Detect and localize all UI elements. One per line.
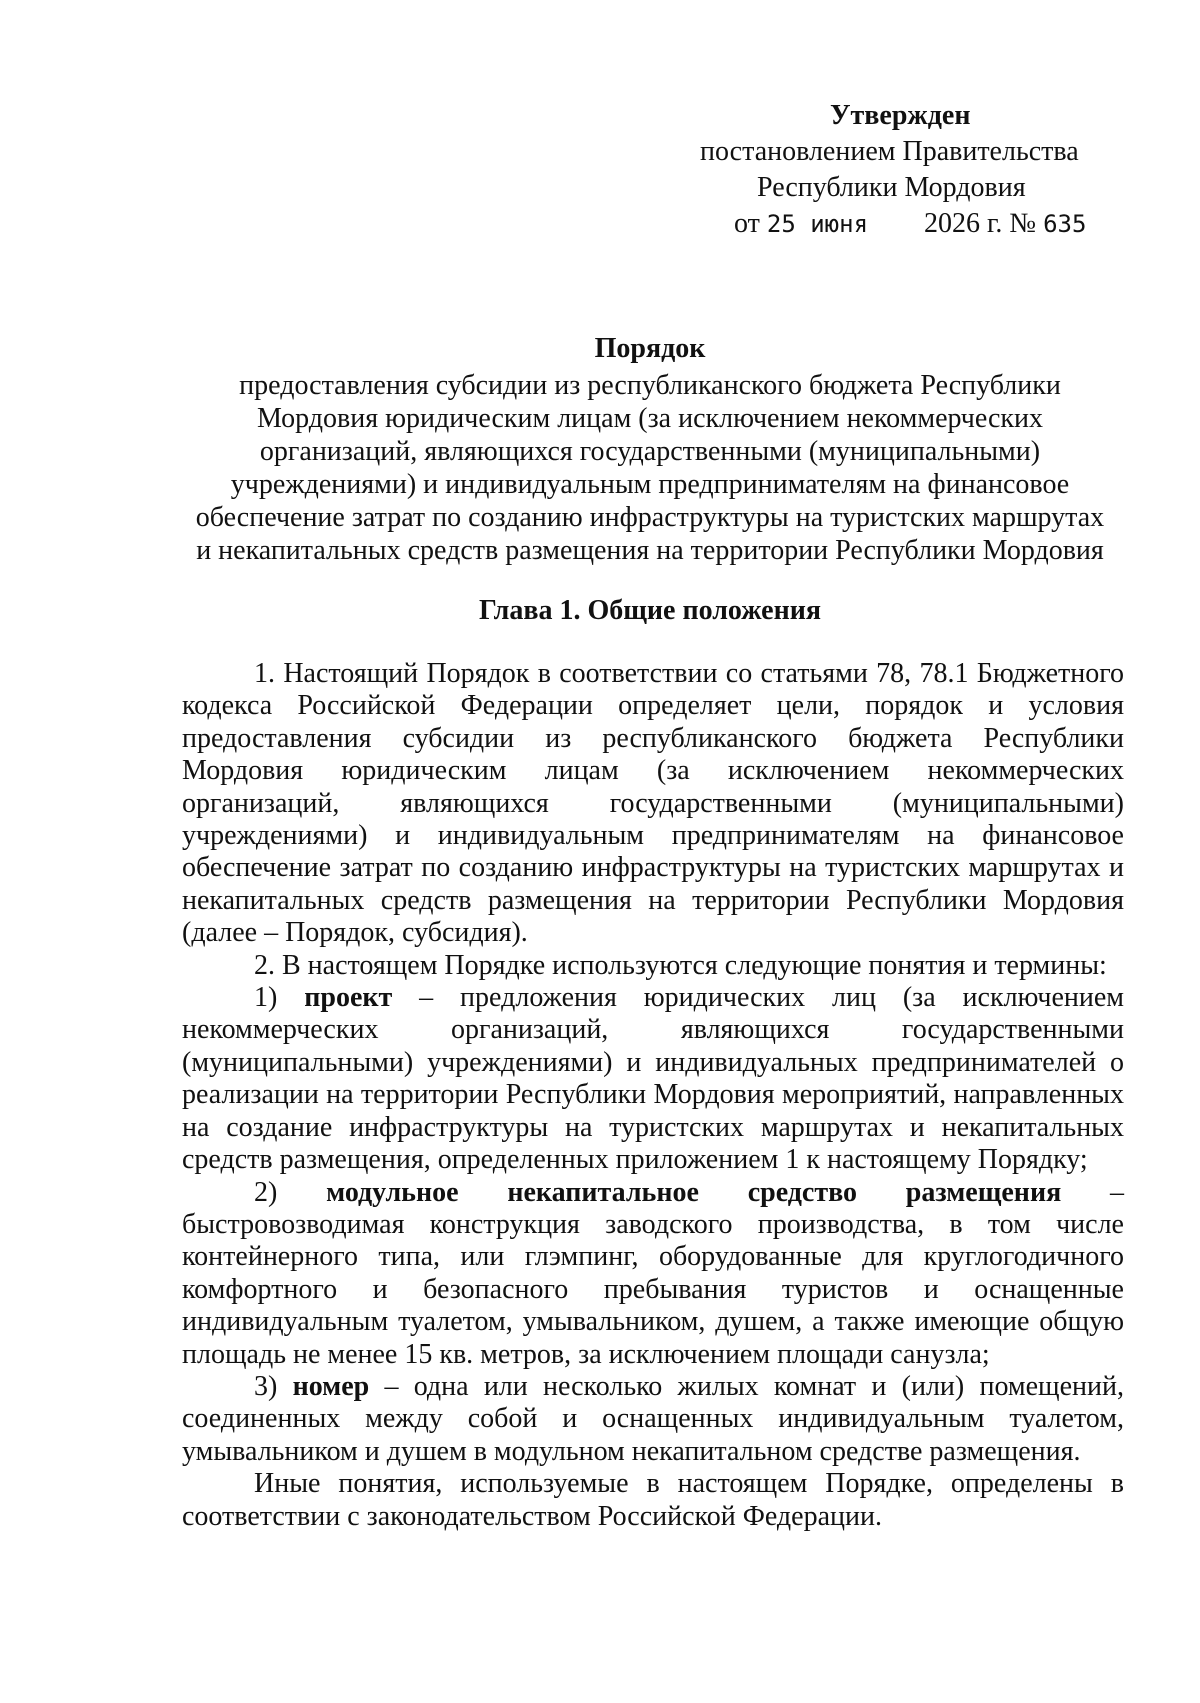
subtitle-line: Мордовия юридическим лицам (за исключением некоммерческих: [256, 403, 1044, 434]
date-year: 2026 г. №: [924, 208, 1037, 239]
approval-date-line: [734, 206, 1140, 242]
subtitle-line: обеспечение затрат по созданию инфраструктуры на туристских маршрутах: [195, 502, 1105, 533]
definition-item-3: [182, 1371, 1124, 1468]
date-day-month: 25 июня: [766, 210, 869, 238]
item-text: – одна или несколько жилых комнат и (или) помещений, соединенных между собой и оснащенных индивидуальным туалетом, умывальником и душем в модульном некапитальном средстве размещения.: [182, 1370, 1125, 1467]
paragraph-other-terms: Иные понятия, используемые в настоящем Порядке, определены в соответствии с законодательством Российской Федерации.: [182, 1468, 1124, 1532]
item-number: 1): [254, 982, 278, 1014]
item-term: модульное некапитальное средство размещения: [326, 1176, 1062, 1208]
chapter-title: Глава 1. Общие положения: [478, 595, 821, 626]
subtitle-line: и некапитальных средств размещения на территории Республики Мордовия: [196, 535, 1104, 566]
definition-item-2: [182, 1177, 1124, 1371]
subtitle-line: организаций, являющихся государственными (муниципальными): [259, 436, 1041, 467]
approval-title: Утвержден: [830, 100, 971, 131]
definition-item-1: [182, 982, 1124, 1176]
approval-stamp-block: [700, 98, 1140, 242]
item-text: – быстровозводимая конструкция заводского производства, в том числе контейнерного типа, или глэмпинг, оборудованные для круглогодичного комфортного и безопасного пребывания туристов и оснащенные индивидуальным туалетом, умывальником, душем, а также имеющие общую площадь не менее 15 кв. метров, за исключением площади санузла;: [182, 1176, 1124, 1370]
paragraph-1: 1. Настоящий Порядок в соответствии со статьями 78, 78.1 Бюджетного кодекса Российской Федерации определяет цели, порядок и условия предоставления субсидии из республиканского бюджета Республики Мордовия юридическим лицам (за исключением некоммерческих организаций, являющихся государственными (муниципальными) учреждениями) и индивидуальным предпринимателям на финансовое обеспечение затрат по созданию инфраструктуры на туристских маршрутах и некапитальных средств размещения на территории Республики Мордовия (далее – Порядок, субсидия).: [182, 658, 1124, 949]
document-number: 635: [1043, 210, 1087, 238]
item-term: проект: [304, 982, 393, 1014]
approval-line-1: постановлением Правительства: [700, 136, 1079, 167]
item-term: номер: [292, 1370, 370, 1402]
item-number: 3): [254, 1370, 278, 1402]
document-body: [182, 658, 1124, 1533]
paragraph-2: 2. В настоящем Порядке используются следующие понятия и термины:: [254, 949, 1107, 981]
document-title-block: [180, 332, 1120, 567]
date-prefix: от: [734, 208, 760, 239]
item-text: – предложения юридических лиц (за исключением некоммерческих организаций, являющихся государственными (муниципальными) учреждениями) и индивидуальных предпринимателей о реализации на территории Республики Мордовия мероприятий, направленных на создание инфраструктуры на туристских маршрутах и некапитальных средств размещения, определенных приложением 1 к настоящему Порядку;: [182, 982, 1125, 1176]
approval-line-2: Республики Мордовия: [757, 172, 1026, 203]
document-heading: Порядок: [594, 333, 706, 364]
subtitle-line: учреждениями) и индивидуальным предпринимателям на финансовое: [230, 469, 1070, 500]
subtitle-line: предоставления субсидии из республиканского бюджета Республики: [239, 370, 1061, 401]
item-number: 2): [254, 1176, 278, 1208]
